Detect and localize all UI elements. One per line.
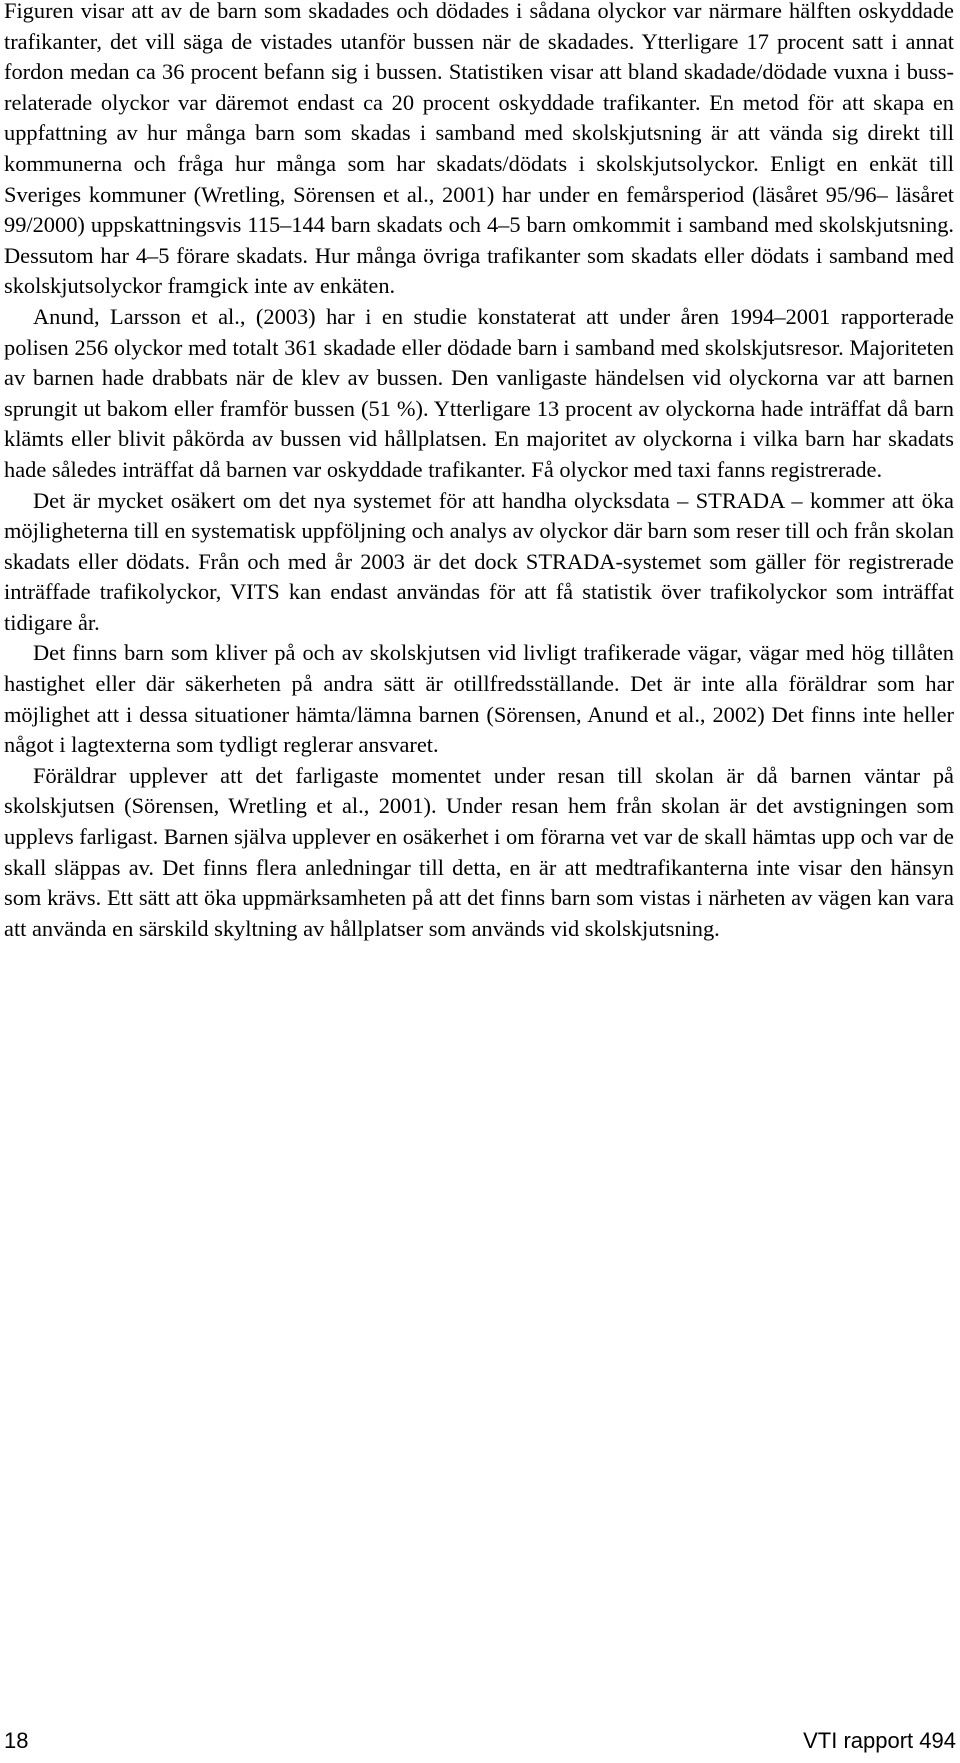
body-text bbox=[4, 0, 954, 944]
page-number: 18 bbox=[4, 1728, 29, 1753]
paragraph-accident-figure: Figuren visar att av de barn som skadades och dödades i sådana olyckor var närmare hälften oskyddade trafikanter, det vill säga de vistades utanför bussen när de skadades. Ytterligare 17 procent satt i annat fordon medan ca 36 procent befann sig i bussen. Statistiken visar att bland skadade/dödade vuxna i bussrelaterade olyckor var däremot endast ca 20 procent oskyddade trafikanter. En metod för att skapa en uppfattning av hur många barn som skadas i samband med skolskjutsning är att vända sig direkt till kommunerna och fråga hur många som har skadats/dödats i skolskjutsolyckor. Enligt en enkät till Sveriges kommuner (Wretling, Sörensen et al., 2001) har under en femårsperiod (läsåret 95/96– läsåret 99/2000) uppskattningsvis 115–144 barn skadats och 4–5 barn omkommit i samband med skolskjutsning. Dessutom har 4–5 förare skadats. Hur många övriga trafikanter som skadats eller dödats i samband med skolskjutsolyckor framgick inte av enkäten. bbox=[4, 0, 954, 299]
paragraph-parents-perception: Föräldrar upplever att det farligaste momentet under resan till skolan är då barnen väntar på skolskjutsen (Sörensen, Wretling et al., 2001). Under resan hem från skolan är det avstigningen som upplevs farligast. Barnen själva upplever en osäkerhet i om förarna vet var de skall hämtas upp och var de skall släppas av. Det finns flera anledningar till detta, en är att medtrafikanterna inte visar den hänsyn som krävs. Ett sätt att öka uppmärksamheten på att det finns barn som vistas i närheten av vägen kan vara att använda en särskild skyltning av hållplatser som används vid skolskjutsning. bbox=[4, 762, 954, 941]
paragraph-strada-system: Det är mycket osäkert om det nya systemet för att handha olycksdata – STRADA – kommer att öka möjligheterna till en systematisk uppföljning och analys av olyckor där barn som reser till och från skolan skadats eller dödats. Från och med år 2003 är det dock STRADA-systemet som gäller för registrerade inträffade trafikolyckor, VITS kan endast användas för att få statistik över trafikolyckor som inträffat tidigare år. bbox=[4, 487, 954, 635]
report-name: VTI rapport 494 bbox=[803, 1728, 956, 1753]
paragraph-busy-roads: Det finns barn som kliver på och av skolskjutsen vid livligt trafikerade vägar, vägar med hög tillåten hastighet eller där säkerheten på andra sätt är otillfredsställande. Det är inte alla föräldrar som har möjlighet att i dessa situationer hämta/lämna barnen (Sörensen, Anund et al., 2002) Det finns inte heller något i lagtexterna som tydligt reglerar ansvaret. bbox=[4, 640, 954, 758]
paragraph-police-study: Anund, Larsson et al., (2003) har i en studie konstaterat att under åren 1994–2001 rapporterade polisen 256 olyckor med totalt 361 skadade eller dödade barn i samband med skolskjutsresor. Majoriteten av barnen hade drabbats när de klev av bussen. Den vanligaste händelsen vid olyckorna var att barnen sprungit ut bakom eller framför bussen (51 %). Ytterligare 13 procent av olyckorna hade inträffat då barn klämts eller blivit påkörda av bussen vid hållplatsen. En majoritet av olyckorna i vilka barn har skadats hade således inträffat då barnen var oskyddade trafikanter. Få olyckor med taxi fanns registrerade. bbox=[4, 303, 954, 482]
page-footer bbox=[4, 1726, 956, 1756]
